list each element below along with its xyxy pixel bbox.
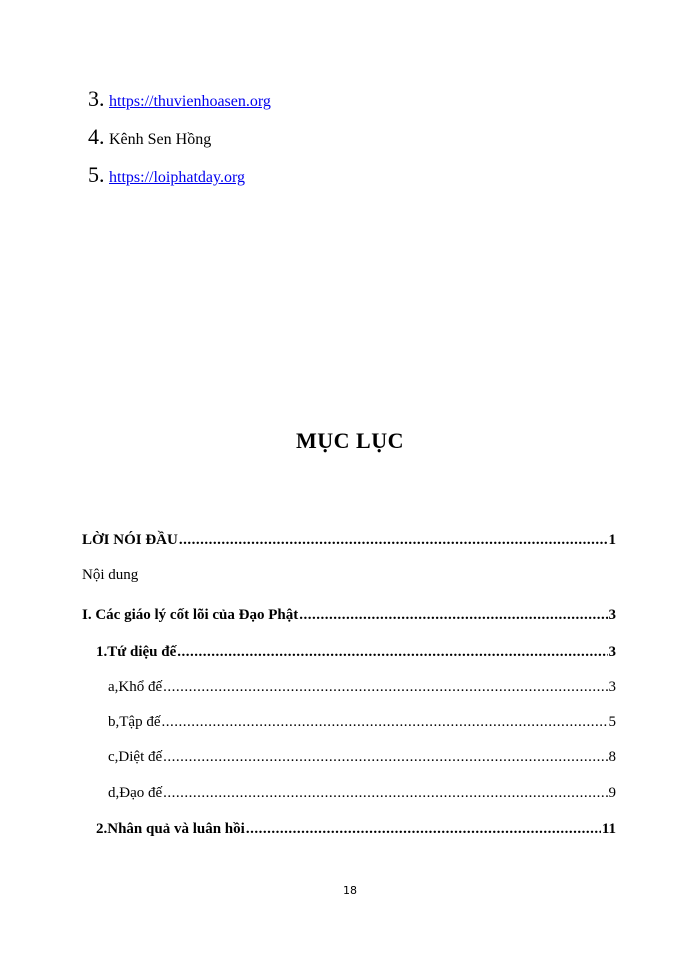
toc-entry-subsection[interactable] [108, 714, 616, 734]
toc-entry-label: c,Diệt đế [108, 749, 163, 765]
reference-item [88, 162, 488, 200]
reference-text-kenh-sen-hong: Kênh Sen Hồng [109, 131, 212, 148]
toc-entry-page: 3 [608, 679, 616, 695]
toc-entry-page: 9 [608, 785, 616, 801]
reference-item [88, 86, 488, 124]
toc-entry-label: 1.Tứ diệu đế [96, 644, 177, 660]
toc-dot-leader [163, 749, 607, 766]
toc-entry-page: 8 [608, 749, 616, 765]
toc-dot-leader [163, 679, 607, 696]
toc-dot-leader [179, 532, 608, 549]
toc-entry-page: 3 [608, 644, 616, 660]
toc-dot-leader [177, 644, 607, 661]
page-number: 18 [343, 884, 357, 897]
reference-number: 3. [88, 86, 105, 111]
toc-entry-subsection[interactable] [108, 785, 616, 805]
reference-link-loiphatday[interactable]: https://loiphatday.org [109, 169, 245, 186]
toc-entry-page: 11 [601, 821, 616, 837]
toc-dot-leader [246, 821, 601, 838]
toc-dot-leader [163, 785, 607, 802]
toc-entry-intro[interactable] [82, 532, 616, 552]
toc-entry-label: I. Các giáo lý cốt lõi của Đạo Phật [82, 607, 299, 623]
toc-entry-subsection[interactable] [108, 749, 616, 769]
toc-entry-page: 5 [608, 714, 616, 730]
toc-entry-section[interactable] [96, 644, 616, 664]
toc-entry-label: LỜI NÓI ĐẦU [82, 532, 178, 548]
reference-number: 4. [88, 124, 105, 149]
toc-entry-page: 1 [608, 532, 616, 548]
reference-link-thuvienhoasen[interactable]: https://thuvienhoasen.org [109, 93, 271, 110]
toc-entry-label: 2.Nhân quả và luân hồi [96, 821, 245, 837]
toc-entry-section[interactable] [82, 607, 616, 627]
toc-entry-label: b,Tập đế [108, 714, 161, 730]
toc-entry-label: d,Đạo đế [108, 785, 163, 801]
toc-entry-page: 3 [608, 607, 616, 623]
toc-title: MỤC LỤC [296, 428, 404, 453]
toc-dot-leader [299, 607, 607, 624]
reference-number: 5. [88, 162, 105, 187]
toc-content-label: Nội dung [82, 567, 139, 583]
toc-entry-subsection[interactable] [108, 679, 616, 699]
toc-entry-label: a,Khổ đế [108, 679, 163, 695]
reference-item [88, 124, 488, 162]
toc-dot-leader [161, 714, 607, 731]
toc-entry-section[interactable] [96, 821, 616, 841]
reference-list [88, 86, 488, 200]
